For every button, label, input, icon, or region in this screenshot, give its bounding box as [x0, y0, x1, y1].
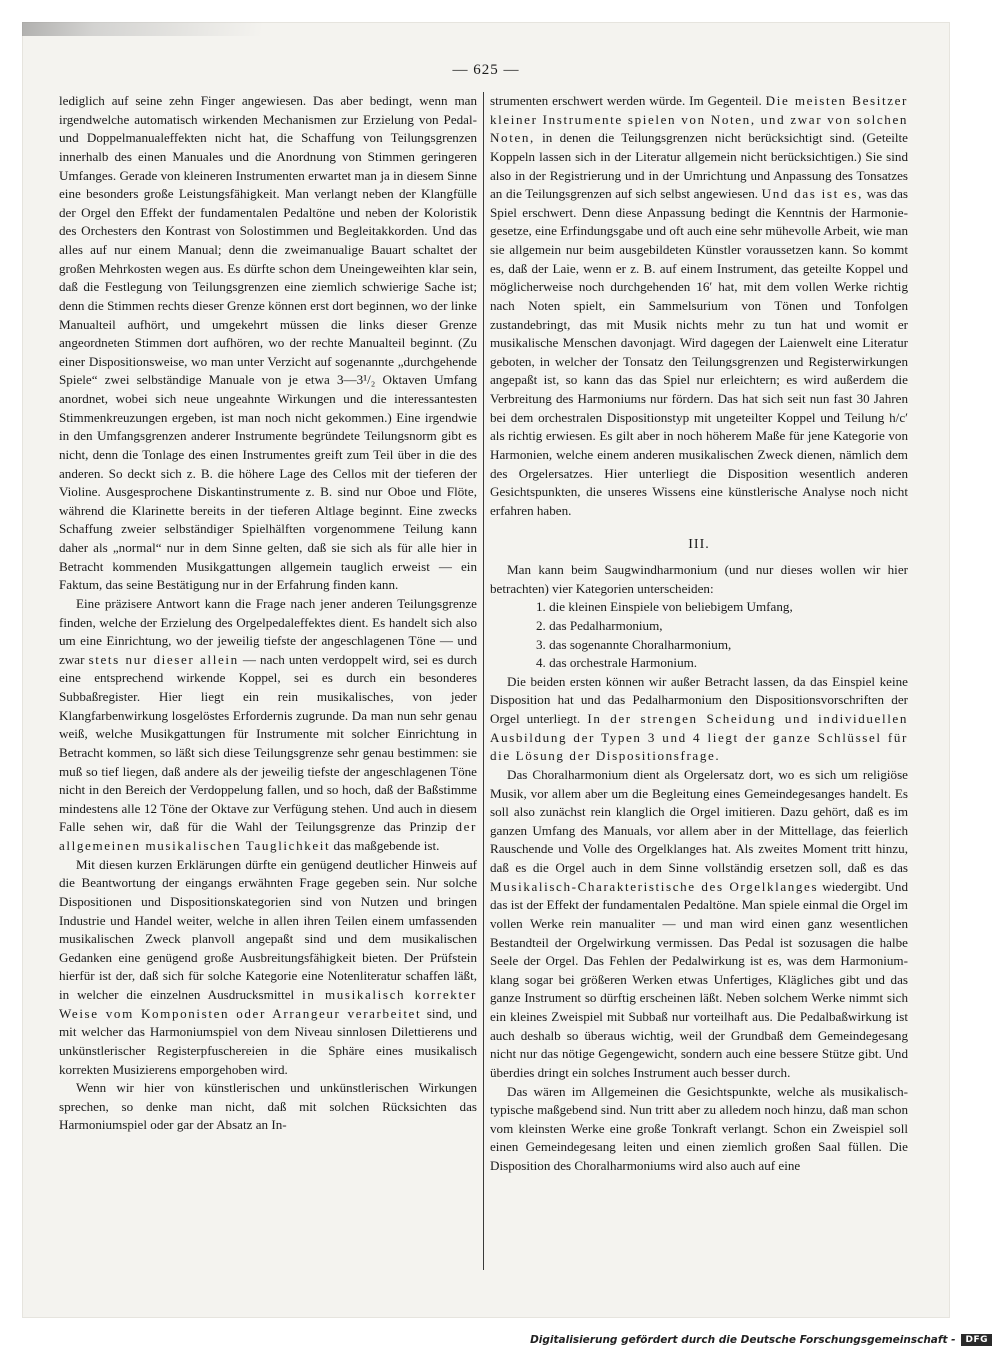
paragraph: Eine präzisere Antwort kann die Frage nach jener anderen Teilungsgrenze finden, welche der Erzielung des Orgelpedaleffektes dient. Es handelt sich also um eine Einrichtung, wo der jeweilig tiefste der angeschlagenen Töne — und zwar stets nur dieser allein — nach unten verdoppelt wird, sei es durch eine entsprechend wirkende Koppel, sei es durch ein besonderes Subbaßregister. Hier liegt ein rein musikalisches, von jeder Klangfarbenwirkung losgelöstes Erfordernis zugrunde. Da man nun sehr genau weiß, welche Musikgattungen für Instrumente mit solcher Einrichtung in Betracht kommen, so läßt sich diese Teilungsgrenze sehr genau bestimmen: sie muß so tief liegen, daß andere als der jeweilig tiefste der angeschlagenen Töne nicht in den Bereich der Verdoppelung fallen, und so hoch, daß der Baßstimme mindestens alle 12 Töne der Oktave zur Verfügung stehen. Und auch in diesem Falle sehen wir, daß für die Wahl der Teilungsgrenze das Prinzip der allgemeinen musikalischen Tauglichkeit das maßgebende ist. [59, 595, 477, 853]
dfg-logo: DFG [961, 1334, 992, 1346]
credit-text: Digitalisierung gefördert durch die Deutsche Forschungsgemeinschaft - [530, 1334, 956, 1346]
page-number: — 625 — [452, 62, 520, 78]
paragraph: strumenten erschwert werden würde. Im Gegenteil. Die meisten Besitzer kleiner Instrumente spielen von Noten, und zwar von solchen Noten, in denen die Teilungsgrenzen nicht berücksichtigt sind. (Geteilte Koppeln lassen sich in der Literatur allgemein nicht berücksichtigen.) Sie sind also in der Registrierung und in der Umrichtung und Anpassung des Tonsatzes an die Teilungsgrenzen auf sich selbst angewiesen. Und das ist es, was das Spiel erschwert. Denn diese Anpassung bedingt die Kenntnis der Harmoniegesetze, eine Erfindungsgabe und oft auch eine sehr mühevolle Arbeit, wie man sie allgemein nur beim ausgebildeten Künstler voraussetzen kann. So kommt es, daß der Laie, wenn er z. B. auf einem Instrument, das geteilte Koppel und möglicherweise noch durchgehenden 16′ hat, mit dem vollen Werke richtig nach Noten spielt, ein Sammelsurium von Tönen und Tonfolgen zustandebringt, das mit Musik nichts mehr zu tun hat und womit er musikalische Menschen davonjagt. Wird dagegen der Laienwelt eine Literatur geboten, in welcher der Tonsatz den Teilungsgrenzen und Registerwirkungen angepaßt ist, so kann das das Spiel nur erleichtern; es wird außerdem die Verbreitung des Harmoniums nur fördern. Das hat sich seit nun fast 30 Jahren bei dem orchestralen Dispositionstyp mit ungeteilter Koppel und Teilung h/c′ als richtig erwiesen. Es gilt aber in noch höherem Maße für jene Kategorie von Harmonien, welche einem anderen musikalischen Zweck dienen, nämlich dem des Orgelersatzes. Hier unterliegt die Disposition wesentlich anderen Gesichtspunkten, die unseres Wissens eine künstlerische Analyse noch nicht erfahren haben. [490, 93, 909, 518]
scanned-page [22, 22, 950, 1318]
emphasis: In der strengen Scheidung und individuellen Ausbildung der Typen 3 und 4 liegt der ganze Schlüssel für die Lösung der Dispositionsfrage. [490, 711, 908, 764]
list-item: 3. das sogenannte Choralharmonium, [536, 636, 732, 652]
left-column [59, 92, 477, 1135]
emphasis: der allgemeinen musikalischen Tauglichkeit [59, 819, 477, 853]
emphasis: Musikalisch-Charakteristische des Orgelklanges [490, 878, 819, 894]
paragraph: Das Choralharmonium dient als Orgelersatz dort, wo es sich um religiöse Musik, vor allem aber um die Begleitung eines Gemeindegesanges handelt. Es soll also zunächst rein klanglich die Orgel imitieren. Dazu gehört, daß es im ganzen Umfang des Manuals, vor allem aber in der Mittellage, das feierlich Rauschende und Volle des Orgelklanges hat. Als zweites Moment tritt hinzu, daß es die Orgel auch in dem Sinne vollständig ersetzen soll, daß es das Musikalisch-Charakteristische des Orgelklanges wiedergibt. Und das ist der Effekt der fundamentalen Pedaltöne. Man spiele einmal die Orgel im vollen Werke rein manualiter — und man wird einen ganz wesentlichen Bestandteil der Orgelwirkung vermissen. Das Pedal ist sozusagen die halbe Seele der Orgel. Das Fehlen der Pedalwirkung ist es, was dem Harmoniumklang sogar bei größeren Werken etwas Unfertiges, Klägliches gibt und das ganze Instrument so dürftig erscheinen läßt. Neben solchem Werke nimmt sich ein kleines Zweispiel mit Subbaß nur vorteilhaft aus. Die Pedalbaßwirkung ist auch deshalb so überaus wichtig, weil der Grundbaß dem Gemeindegesang nicht nur das nötige Gegengewicht, sondern auch eine bessere Stütze gibt. Und überdies dringt ein solches Instrument auch besser durch. [490, 766, 908, 1080]
right-column [490, 92, 908, 1176]
section-intro: Man kann beim Saugwindharmonium (und nur dieses wollen wir hier betrachten) vier Kategorien unterscheiden: [490, 562, 908, 596]
list-item: 4. das orchestrale Harmonium. [536, 655, 698, 671]
list-item: 1. die kleinen Einspiele von beliebigem Umfang, [536, 599, 793, 615]
emphasis: stets nur dieser allein [88, 651, 239, 667]
list-item: 2. das Pedalharmonium, [536, 617, 663, 633]
paragraph: Wenn wir hier von künstlerischen und unkünstlerischen Wirkungen sprechen, so denke man nicht, daß mit solchen Rücksichten das Harmoniumspiel oder gar der Absatz an In- [59, 1080, 477, 1133]
emphasis: Die meisten Besitzer kleiner Instrumente spielen von Noten, und zwar von solchen Noten, [490, 93, 908, 146]
paragraph: Das wären im Allgemeinen die Gesichtspunkte, welche als musikalisch-typische maßgebend sind. Nun tritt aber zu alledem noch hinzu, daß man schon vom kleinsten Werke eine große Tonkraft verlangt. Schon ein Zweispiel soll einen Gemeindegesang leiten und einen ziemlich großen Saal füllen. Die Disposition des Choralharmoniums wird also auch auf eine [490, 1083, 908, 1173]
emphasis: in musikalisch korrekter Weise vom Komponisten oder Arrangeur verarbeitet [59, 987, 477, 1021]
category-list [490, 598, 908, 673]
column-divider [483, 92, 484, 1270]
paragraph: lediglich auf seine zehn Finger angewiesen. Das aber bedingt, wenn man irgendwelche automatisch wirkenden Mechanismen zur Erzielung von Pedal- und Doppelmanualeffekten nicht hat, die Schaffung von Teilungsgrenzen innerhalb des einen Manuales und die Anordnung von Stimmen geringeren Umfanges. Gerade von kleineren Instrumenten erwartet man ja in diesem Sinne eine besonders große Leistungsfähigkeit. Man verlangt neben der Klangfülle der Orgel den Effekt der fundamentalen Pedaltöne und neben der Koloristik des Orchesters den Kontrast von Solostimmen und Begleitakkorden. Und das alles auf nur einem Manual; denn die zweimanualige Bauart schaltet der großen Mehrkosten wegen aus. Es dürfte schon dem Uneingeweihten klar sein, daß die Festlegung von Teilungsgrenzen eine ziemlich schwierige Sache ist; denn die Stimmen rechts dieser Grenze können erst dort beginnen, wo der linke Manualteil aufhört, und umgekehrt müssen die links dieser Grenze angeordneten Stimmen dort aufhören, wo der rechte Manualteil beginnt. (Zu einer Dispositionsweise, wo man unter Verzicht auf sogenannte „durchgehende Spiele“ zwei selbständige Manuale von je etwa 3—3¹/₂ Oktaven Umfang anordnet, wobei sich neue ungeahnte Wirkungen und die interessantesten Stimmenkreuzungen ergeben, ist man noch nicht gekommen.) Eine irgendwie in den Umfangsgrenzen anderer Instrumente begründete Teilungsnorm gibt es nicht, denn die Tonlage des einen Instrumentes greift zum Teil über in die des anderen. So deckt sich z. B. die höhere Lage des Cellos mit der tieferen der Violine. Ausgesprochene Diskantinstrumente z. B. sind nur Oboe und Flöte, während die Klarinette bereits in der tieferen Altlage beginnt. Eine zwecks Schaffung zweier selbständiger Spielhälften vorgenommene Teilung kann daher als „normal“ nur in dem Sinne gelten, daß sie sich als für alle hier in Betracht kommenden Musikgattungen allgemein tauglich erweist — ein Faktum, das seine Bestätigung nur in der Erfahrung finden kann. [59, 93, 477, 593]
paragraph: Die beiden ersten können wir außer Betracht lassen, da das Einspiel keine Disposition hat und das Pedalharmonium den Dispositionsvorschriften der Orgel unterliegt. In der strengen Scheidung und individuellen Ausbildung der Typen 3 und 4 liegt der ganze Schlüssel für die Lösung der Dispositionsfrage. [490, 673, 908, 764]
section-heading: III. [688, 537, 710, 553]
emphasis: Und das ist es, [761, 186, 863, 202]
digitization-credit [530, 1334, 992, 1346]
paragraph: Mit diesen kurzen Erklärungen dürfte ein genügend deutlicher Hinweis auf die Beantwortung der eingangs erwähnten Frage gegeben sein. Nur solche Dispositionen und Dispositionskategorien sind von Nutzen und bringen Industrie und Handel weiter, welche in allen ihren Teilen einem umfassenden musikalischen Zweck planvoll angepaßt sind und dem musikalischen Gedanken eine genügend große Ausbreitungsfähigkeit bieten. Der Prüfstein hierfür ist der, daß sich für solche Kategorie eine Notenliteratur schaffen läßt, in welcher die einzelnen Ausdrucksmittel in musikalisch korrekter Weise vom Komponisten oder Arrangeur verarbeitet sind, und mit welcher das Harmoniumspiel von dem Niveau sinnlosen Dilettierens und unkünstlerischer Registerpfuschereien in die Sphäre eines musikalisch korrekten Musizierens emporgehoben wird. [59, 856, 478, 1077]
